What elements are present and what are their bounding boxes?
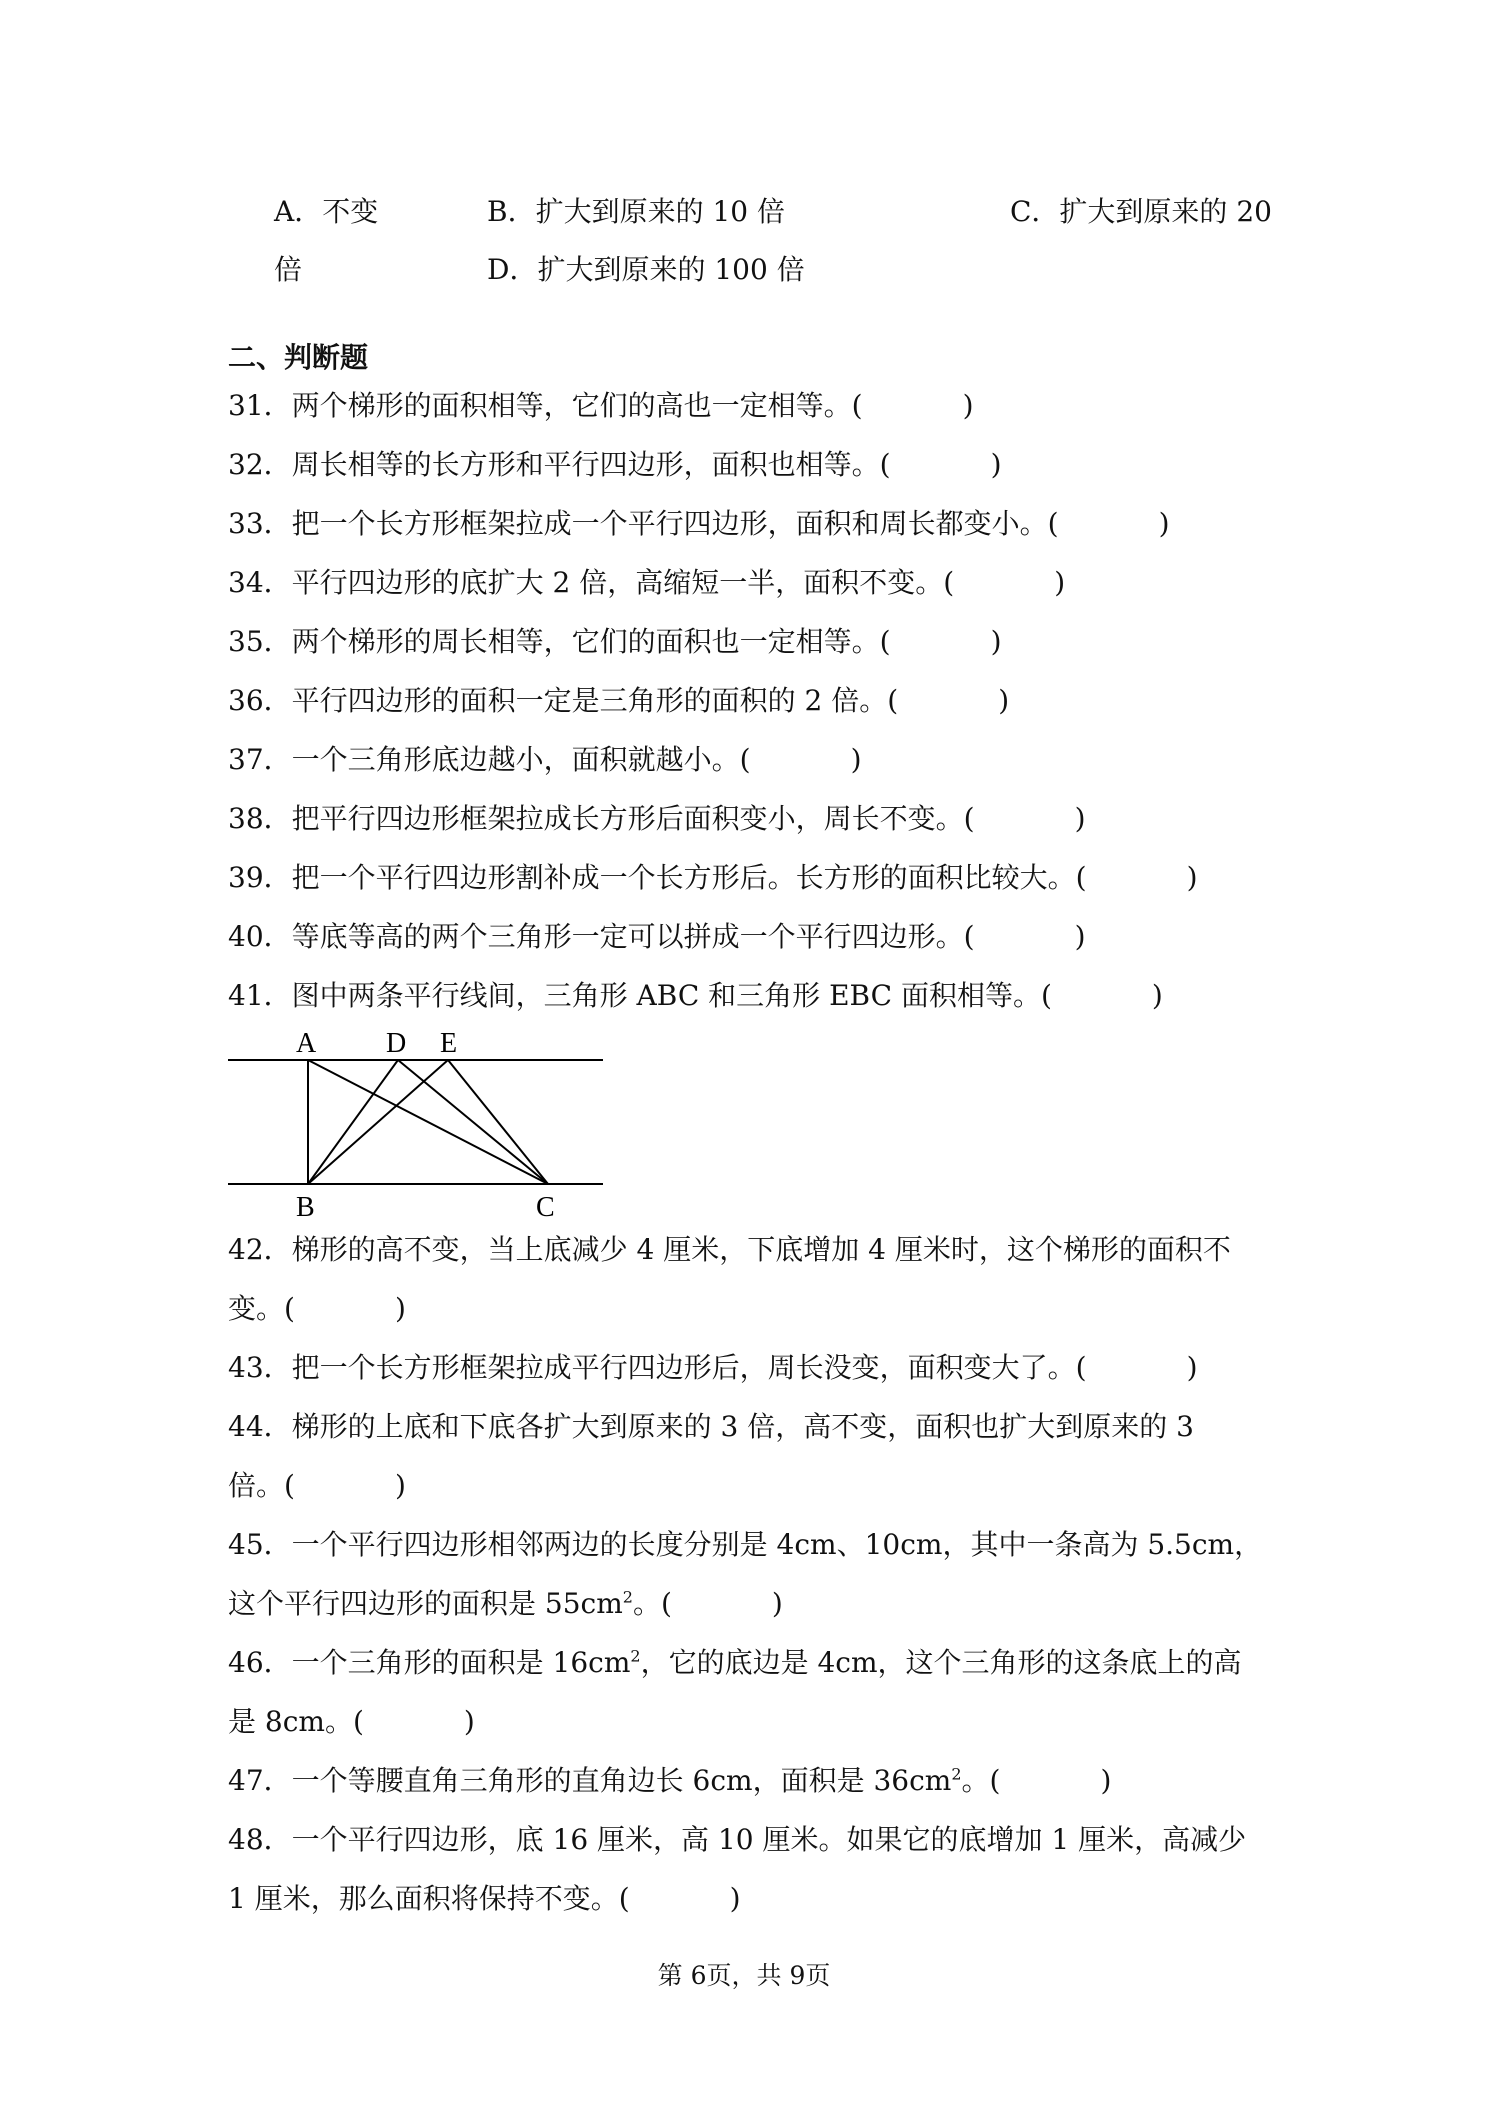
question-45-line2 (228, 1586, 783, 1622)
answer-bracket: ) (1074, 920, 1086, 953)
question-text: 把一个平行四边形割补成一个长方形后。长方形的面积比较大。( (291, 861, 1087, 894)
question-39 (228, 860, 1198, 896)
question-48-line2 (228, 1881, 741, 1917)
question-text: 把一个长方形框架拉成一个平行四边形，面积和周长都变小。( (291, 507, 1059, 540)
label-e: E (440, 1028, 458, 1059)
answer-bracket: ) (394, 1292, 406, 1325)
label-a: A (296, 1028, 317, 1059)
question-number: 38． (228, 802, 292, 835)
section-title: 二、判断题 (228, 341, 369, 374)
segment-ec (448, 1060, 548, 1184)
answer-bracket: ) (990, 448, 1002, 481)
question-text: 是 8cm。( (228, 1705, 364, 1738)
question-42-line2 (228, 1291, 406, 1327)
question-text: 平行四边形的面积一定是三角形的面积的 2 倍。( (291, 684, 899, 717)
question-36 (228, 683, 1009, 719)
question-text: 一个三角形底边越小，面积就越小。( (291, 743, 751, 776)
question-number: 35． (228, 625, 292, 658)
question-46-line1 (228, 1645, 1242, 1681)
question-45-line1: 45．一个平行四边形相邻两边的长度分别是 4cm、10cm，其中一条高为 5.5cm， (228, 1528, 1263, 1561)
label-c: C (536, 1192, 555, 1223)
answer-bracket: ) (771, 1587, 783, 1620)
question-text: 1 厘米，那么面积将保持不变。( (228, 1882, 630, 1915)
question-41 (228, 978, 1163, 1014)
question-47 (228, 1763, 1111, 1799)
superscript: 2 (622, 1587, 633, 1607)
question-number: 40． (228, 920, 292, 953)
question-text: 。( (632, 1587, 672, 1620)
question-number: 39． (228, 861, 292, 894)
option-c-continued: 倍 (274, 253, 303, 286)
question-44-line2 (228, 1468, 406, 1504)
superscript: 2 (951, 1764, 962, 1784)
question-text: 两个梯形的面积相等，它们的高也一定相等。( (291, 389, 863, 422)
question-32 (228, 447, 1002, 483)
answer-bracket: ) (1151, 979, 1163, 1012)
segment-db (308, 1060, 398, 1184)
question-40 (228, 919, 1086, 955)
question-text: 图中两条平行线间，三角形 ABC 和三角形 EBC 面积相等。( (291, 979, 1052, 1012)
answer-bracket: ) (394, 1469, 406, 1502)
option-b: B．扩大到原来的 10 倍 (487, 195, 786, 228)
question-44-line1: 44．梯形的上底和下底各扩大到原来的 3 倍，高不变，面积也扩大到原来的 3 (228, 1410, 1194, 1443)
question-text: 这个平行四边形的面积是 55cm (228, 1587, 623, 1620)
question-text: ，它的底边是 4cm，这个三角形的这条底上的高 (640, 1646, 1242, 1679)
question-text: 倍。( (228, 1469, 295, 1502)
question-number: 41． (228, 979, 292, 1012)
question-text: 把平行四边形框架拉成长方形后面积变小，周长不变。( (291, 802, 975, 835)
question-text: 。( (961, 1764, 1001, 1797)
label-d: D (386, 1028, 407, 1059)
question-text: 43．把一个长方形框架拉成平行四边形后，周长没变，面积变大了。( (228, 1351, 1087, 1384)
question-38 (228, 801, 1086, 837)
question-37 (228, 742, 862, 778)
question-number: 36． (228, 684, 292, 717)
answer-bracket: ) (1186, 861, 1198, 894)
question-text: 47．一个等腰直角三角形的直角边长 6cm，面积是 36cm (228, 1764, 952, 1797)
answer-bracket: ) (962, 389, 974, 422)
answer-bracket: ) (850, 743, 862, 776)
question-text: 平行四边形的底扩大 2 倍，高缩短一半，面积不变。( (291, 566, 955, 599)
question-31 (228, 388, 974, 424)
answer-bracket: ) (1074, 802, 1086, 835)
question-text: 两个梯形的周长相等，它们的面积也一定相等。( (291, 625, 891, 658)
question-number: 32． (228, 448, 292, 481)
question-text: 46．一个三角形的面积是 16cm (228, 1646, 631, 1679)
segment-dc (398, 1060, 548, 1184)
question-number: 31． (228, 389, 292, 422)
page-footer: 第 6页，共 9页 (657, 1961, 831, 1990)
question-34 (228, 565, 1065, 601)
answer-bracket: ) (729, 1882, 741, 1915)
option-a: A．不变 (274, 195, 379, 228)
question-number: 37． (228, 743, 292, 776)
option-c: C．扩大到原来的 20 (1010, 195, 1272, 228)
question-text: 等底等高的两个三角形一定可以拼成一个平行四边形。( (291, 920, 975, 953)
answer-bracket: ) (1158, 507, 1170, 540)
option-d: D．扩大到原来的 100 倍 (487, 253, 805, 286)
question-42-line1: 42．梯形的高不变，当上底减少 4 厘米，下底增加 4 厘米时，这个梯形的面积不 (228, 1233, 1231, 1266)
label-b: B (296, 1192, 315, 1223)
answer-bracket: ) (1186, 1351, 1198, 1384)
question-48-line1: 48．一个平行四边形，底 16 厘米，高 10 厘米。如果它的底增加 1 厘米，高减少 (228, 1823, 1247, 1856)
answer-bracket: ) (998, 684, 1010, 717)
question-text: 变。( (228, 1292, 295, 1325)
question-35 (228, 624, 1002, 660)
answer-bracket: ) (1054, 566, 1066, 599)
question-46-line2 (228, 1704, 475, 1740)
parallel-lines-figure (228, 1024, 608, 1224)
answer-bracket: ) (990, 625, 1002, 658)
question-number: 34． (228, 566, 292, 599)
question-number: 33． (228, 507, 292, 540)
superscript: 2 (630, 1646, 641, 1666)
answer-bracket: ) (463, 1705, 475, 1738)
answer-bracket: ) (1100, 1764, 1112, 1797)
question-43 (228, 1350, 1198, 1386)
question-text: 周长相等的长方形和平行四边形，面积也相等。( (291, 448, 891, 481)
question-33 (228, 506, 1170, 542)
